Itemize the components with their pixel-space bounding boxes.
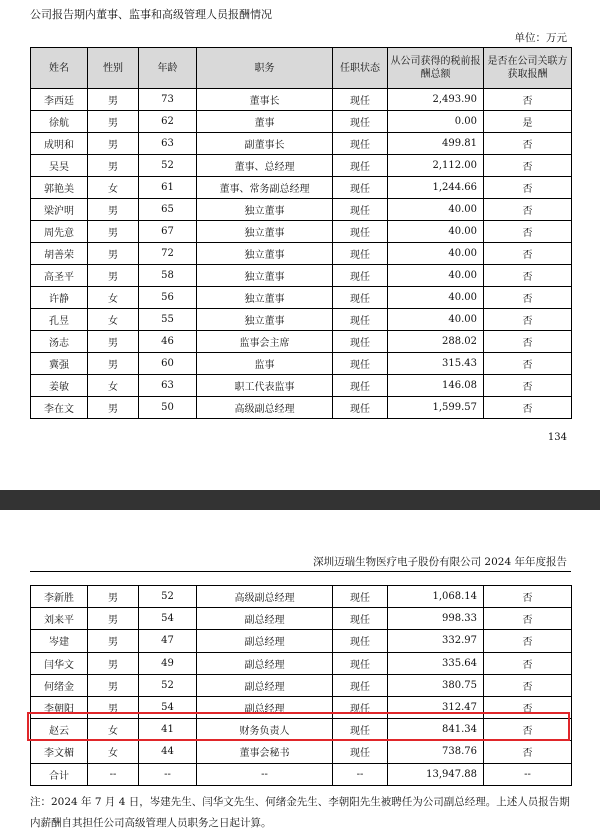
table-cell: 否 xyxy=(484,696,572,718)
table-cell: 2,112.00 xyxy=(388,155,484,177)
table-cell: 男 xyxy=(88,89,139,111)
table-row xyxy=(31,375,572,397)
table-cell: 否 xyxy=(484,375,572,397)
column-header: 任职状态 xyxy=(333,48,388,89)
table-cell: 72 xyxy=(139,243,197,265)
table-cell: 男 xyxy=(88,221,139,243)
table-cell: 李在文 xyxy=(31,397,88,419)
table-cell: 许静 xyxy=(31,287,88,309)
table-cell: 男 xyxy=(88,133,139,155)
section-title: 公司报告期内董事、监事和高级管理人员报酬情况 xyxy=(30,8,272,21)
table-cell: 47 xyxy=(139,630,197,652)
table-cell: 是 xyxy=(484,111,572,133)
table-cell: 现任 xyxy=(333,719,388,741)
table-cell: 董事、常务副总经理 xyxy=(197,177,333,199)
table-cell: 独立董事 xyxy=(197,243,333,265)
table-cell: 独立董事 xyxy=(197,265,333,287)
table-cell: 44 xyxy=(139,741,197,763)
table-row xyxy=(31,221,572,243)
table-cell: 现任 xyxy=(333,586,388,608)
table-cell: 63 xyxy=(139,375,197,397)
table-cell: 现任 xyxy=(333,652,388,674)
table-cell: 赵云 xyxy=(31,719,88,741)
table-cell: 现任 xyxy=(333,331,388,353)
table-cell: 40.00 xyxy=(388,287,484,309)
table-cell: 独立董事 xyxy=(197,221,333,243)
table-row xyxy=(31,586,572,608)
table-cell: 监事 xyxy=(197,353,333,375)
table-cell: 否 xyxy=(484,221,572,243)
table-cell: 李文楣 xyxy=(31,741,88,763)
table-cell: 男 xyxy=(88,674,139,696)
header-rule xyxy=(30,571,571,572)
table-cell: 男 xyxy=(88,696,139,718)
table-cell: 否 xyxy=(484,397,572,419)
table-cell: 40.00 xyxy=(388,243,484,265)
table-cell: 40.00 xyxy=(388,221,484,243)
table-cell: 1,599.57 xyxy=(388,397,484,419)
table-cell: 合计 xyxy=(31,763,88,785)
table-row xyxy=(31,111,572,133)
table-cell: 刘来平 xyxy=(31,608,88,630)
table-cell: 男 xyxy=(88,652,139,674)
table-row xyxy=(31,199,572,221)
table-cell: 岑建 xyxy=(31,630,88,652)
table-cell: 董事、总经理 xyxy=(197,155,333,177)
table-cell: 否 xyxy=(484,133,572,155)
table-cell: 54 xyxy=(139,696,197,718)
table-cell: -- xyxy=(484,763,572,785)
table-cell: 否 xyxy=(484,719,572,741)
table-cell: 54 xyxy=(139,608,197,630)
table-cell: 高级副总经理 xyxy=(197,397,333,419)
table-cell: 现任 xyxy=(333,674,388,696)
table-cell: 现任 xyxy=(333,243,388,265)
table-cell: 财务负责人 xyxy=(197,719,333,741)
table-cell: 0.00 xyxy=(388,111,484,133)
table-cell: 现任 xyxy=(333,630,388,652)
table-cell: 男 xyxy=(88,331,139,353)
table-cell: 49 xyxy=(139,652,197,674)
table-cell: 吴昊 xyxy=(31,155,88,177)
table-cell: 288.02 xyxy=(388,331,484,353)
table-cell: 汤志 xyxy=(31,331,88,353)
table-cell: 男 xyxy=(88,586,139,608)
table-cell: 否 xyxy=(484,674,572,696)
column-header: 职务 xyxy=(197,48,333,89)
table-cell: 否 xyxy=(484,608,572,630)
column-header: 性别 xyxy=(88,48,139,89)
table-cell: 73 xyxy=(139,89,197,111)
table-cell: 52 xyxy=(139,586,197,608)
table-cell: 否 xyxy=(484,265,572,287)
table-cell: 梁沪明 xyxy=(31,199,88,221)
table-row xyxy=(31,265,572,287)
table-cell: 徐航 xyxy=(31,111,88,133)
table-cell: 现任 xyxy=(333,696,388,718)
table-row xyxy=(31,674,572,696)
column-header: 姓名 xyxy=(31,48,88,89)
table-cell: 否 xyxy=(484,741,572,763)
table-cell: 女 xyxy=(88,741,139,763)
column-header: 年龄 xyxy=(139,48,197,89)
table-cell: 独立董事 xyxy=(197,309,333,331)
table-cell: 55 xyxy=(139,309,197,331)
table-cell: 男 xyxy=(88,155,139,177)
table-cell: 副总经理 xyxy=(197,674,333,696)
table-row xyxy=(31,652,572,674)
table-row xyxy=(31,155,572,177)
table-row xyxy=(31,353,572,375)
table-cell: 现任 xyxy=(333,89,388,111)
table-cell: 姜敏 xyxy=(31,375,88,397)
table-cell: 否 xyxy=(484,243,572,265)
table-cell: 否 xyxy=(484,155,572,177)
table-cell: 60 xyxy=(139,353,197,375)
table-cell: 现任 xyxy=(333,375,388,397)
table-cell: 65 xyxy=(139,199,197,221)
table-cell: 男 xyxy=(88,243,139,265)
table-cell: 李西廷 xyxy=(31,89,88,111)
highlight-box xyxy=(27,712,570,741)
table-cell: -- xyxy=(333,763,388,785)
table-cell: 332.97 xyxy=(388,630,484,652)
table-cell: 女 xyxy=(88,287,139,309)
table-cell: 否 xyxy=(484,353,572,375)
table-cell: 女 xyxy=(88,375,139,397)
table-cell: 841.34 xyxy=(388,719,484,741)
table-cell: 郭艳美 xyxy=(31,177,88,199)
table-row xyxy=(31,608,572,630)
table-cell: 现任 xyxy=(333,133,388,155)
table-row xyxy=(31,630,572,652)
table-row xyxy=(31,331,572,353)
table-cell: 李新胜 xyxy=(31,586,88,608)
table-cell: 63 xyxy=(139,133,197,155)
table-row xyxy=(31,133,572,155)
table-cell: 副总经理 xyxy=(197,630,333,652)
table-cell: 否 xyxy=(484,89,572,111)
table-row xyxy=(31,741,572,763)
table-cell: 1,068.14 xyxy=(388,586,484,608)
table-cell: 46 xyxy=(139,331,197,353)
table-cell: 董事会秘书 xyxy=(197,741,333,763)
footnote: 注：2024 年 7 月 4 日，岑建先生、闫华文先生、何绪金先生、李朝阳先生被聘任为公司副总经理。上述人员报告期内薪酬自其担任公司高级管理人员职务之日起计算。 xyxy=(30,796,570,829)
table-cell: 62 xyxy=(139,111,197,133)
table-cell: 998.33 xyxy=(388,608,484,630)
page-number: 134 xyxy=(547,432,567,443)
table-cell: 312.47 xyxy=(388,696,484,718)
table-cell: 否 xyxy=(484,309,572,331)
table-cell: 副总经理 xyxy=(197,608,333,630)
table-cell: -- xyxy=(88,763,139,785)
column-header: 从公司获得的税前报酬总额 xyxy=(388,48,484,89)
table-cell: 现任 xyxy=(333,287,388,309)
table-cell: 独立董事 xyxy=(197,199,333,221)
table-cell: 否 xyxy=(484,287,572,309)
table-row xyxy=(31,177,572,199)
table-cell: 52 xyxy=(139,155,197,177)
table-cell: 现任 xyxy=(333,221,388,243)
table-cell: 13,947.88 xyxy=(388,763,484,785)
table-cell: 女 xyxy=(88,309,139,331)
compensation-table-page2 xyxy=(30,585,572,786)
table-cell: 男 xyxy=(88,397,139,419)
table-cell: 61 xyxy=(139,177,197,199)
table-cell: 副总经理 xyxy=(197,652,333,674)
table-cell: 50 xyxy=(139,397,197,419)
table-cell: 否 xyxy=(484,199,572,221)
table-cell: 男 xyxy=(88,199,139,221)
table-cell: -- xyxy=(139,763,197,785)
table-cell: 副总经理 xyxy=(197,696,333,718)
table-header-row xyxy=(31,48,572,89)
table-cell: 高级副总经理 xyxy=(197,586,333,608)
table-cell: 否 xyxy=(484,586,572,608)
table-cell: 否 xyxy=(484,652,572,674)
table-cell: 499.81 xyxy=(388,133,484,155)
table-cell: 成明和 xyxy=(31,133,88,155)
table-cell: 董事长 xyxy=(197,89,333,111)
table-cell: 李朝阳 xyxy=(31,696,88,718)
table-cell: 何绪金 xyxy=(31,674,88,696)
table-cell: 58 xyxy=(139,265,197,287)
table-cell: 现任 xyxy=(333,608,388,630)
table-cell: 738.76 xyxy=(388,741,484,763)
table-row xyxy=(31,763,572,785)
table-cell: 40.00 xyxy=(388,265,484,287)
table-cell: 女 xyxy=(88,719,139,741)
table-cell: 335.64 xyxy=(388,652,484,674)
table-cell: 男 xyxy=(88,111,139,133)
table-cell: 现任 xyxy=(333,741,388,763)
table-cell: 146.08 xyxy=(388,375,484,397)
table-cell: 孔昱 xyxy=(31,309,88,331)
table-cell: 现任 xyxy=(333,199,388,221)
table-row xyxy=(31,243,572,265)
table-cell: 41 xyxy=(139,719,197,741)
table-cell: 现任 xyxy=(333,155,388,177)
table-cell: 副董事长 xyxy=(197,133,333,155)
table-cell: 现任 xyxy=(333,397,388,419)
table-cell: 高圣平 xyxy=(31,265,88,287)
table-cell: 否 xyxy=(484,331,572,353)
report-header: 深圳迈瑞生物医疗电子股份有限公司 2024 年年度报告 xyxy=(313,556,567,568)
column-header: 是否在公司关联方获取报酬 xyxy=(484,48,572,89)
table-cell: 否 xyxy=(484,177,572,199)
table-cell: 40.00 xyxy=(388,309,484,331)
table-cell: 闫华文 xyxy=(31,652,88,674)
table-cell: 40.00 xyxy=(388,199,484,221)
table-row xyxy=(31,287,572,309)
table-cell: 67 xyxy=(139,221,197,243)
table-cell: 380.75 xyxy=(388,674,484,696)
table-cell: 胡善荣 xyxy=(31,243,88,265)
table-cell: 52 xyxy=(139,674,197,696)
table-cell: 周先意 xyxy=(31,221,88,243)
table-cell: 现任 xyxy=(333,353,388,375)
table-cell: 董事 xyxy=(197,111,333,133)
table-cell: 否 xyxy=(484,630,572,652)
page-break xyxy=(0,490,600,510)
table-cell: 冀强 xyxy=(31,353,88,375)
table-cell: 现任 xyxy=(333,309,388,331)
compensation-table-page1 xyxy=(30,47,572,419)
table-cell: 女 xyxy=(88,177,139,199)
table-cell: 现任 xyxy=(333,111,388,133)
table-row xyxy=(31,89,572,111)
table-cell: 男 xyxy=(88,608,139,630)
table-cell: 监事会主席 xyxy=(197,331,333,353)
table-cell: 独立董事 xyxy=(197,287,333,309)
table-row xyxy=(31,397,572,419)
table-cell: 315.43 xyxy=(388,353,484,375)
table-cell: 现任 xyxy=(333,177,388,199)
table-cell: 男 xyxy=(88,630,139,652)
table-cell: 56 xyxy=(139,287,197,309)
table-cell: 职工代表监事 xyxy=(197,375,333,397)
unit-label: 单位：万元 xyxy=(514,32,567,44)
table-cell: 男 xyxy=(88,265,139,287)
table-cell: -- xyxy=(197,763,333,785)
table-cell: 1,244.66 xyxy=(388,177,484,199)
table-row xyxy=(31,309,572,331)
table-cell: 男 xyxy=(88,353,139,375)
table-cell: 2,493.90 xyxy=(388,89,484,111)
table-cell: 现任 xyxy=(333,265,388,287)
